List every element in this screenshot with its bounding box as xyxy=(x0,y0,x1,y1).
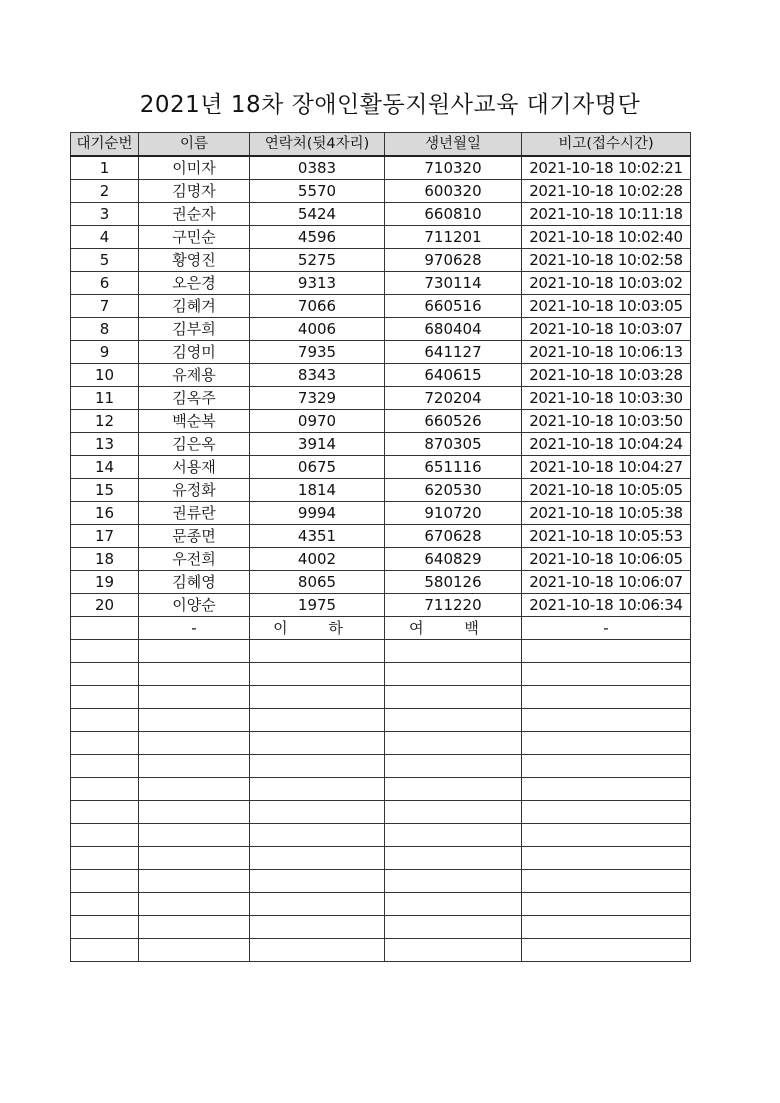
empty-cell xyxy=(385,778,522,801)
empty-cell xyxy=(139,824,250,847)
cell-phone: 5570 xyxy=(250,180,385,203)
empty-cell xyxy=(71,663,139,686)
empty-cell xyxy=(385,939,522,962)
empty-cell xyxy=(71,824,139,847)
empty-cell xyxy=(71,640,139,663)
empty-cell xyxy=(139,916,250,939)
table-row xyxy=(71,456,691,479)
cell-name: 유정화 xyxy=(139,479,250,502)
empty-row xyxy=(71,916,691,939)
empty-cell xyxy=(139,663,250,686)
empty-cell xyxy=(71,893,139,916)
cell-birthdate: 660526 xyxy=(385,410,522,433)
empty-cell xyxy=(139,640,250,663)
end-of-list-row xyxy=(71,617,691,640)
cell-phone: 0383 xyxy=(250,156,385,180)
cell-waitlist-number: 15 xyxy=(71,479,139,502)
waitlist-table xyxy=(70,132,691,962)
cell-birthdate: 660810 xyxy=(385,203,522,226)
cell-name: 우전희 xyxy=(139,548,250,571)
cell-note: 2021-10-18 10:05:38 xyxy=(522,502,691,525)
cell-birthdate: 710320 xyxy=(385,156,522,180)
empty-cell xyxy=(385,640,522,663)
cell-phone: 0675 xyxy=(250,456,385,479)
end-marker-cell-birthdate: 여 백 xyxy=(385,617,522,640)
cell-name: 문종면 xyxy=(139,525,250,548)
table-row xyxy=(71,479,691,502)
empty-cell xyxy=(250,916,385,939)
cell-note: 2021-10-18 10:03:05 xyxy=(522,295,691,318)
cell-phone: 4351 xyxy=(250,525,385,548)
empty-cell xyxy=(522,663,691,686)
table-row xyxy=(71,249,691,272)
cell-waitlist-number: 2 xyxy=(71,180,139,203)
empty-row xyxy=(71,870,691,893)
cell-name: 권순자 xyxy=(139,203,250,226)
empty-cell xyxy=(139,847,250,870)
table-row xyxy=(71,180,691,203)
cell-note: 2021-10-18 10:03:28 xyxy=(522,364,691,387)
cell-name: 김영미 xyxy=(139,341,250,364)
end-marker-cell-name: - xyxy=(139,617,250,640)
cell-birthdate: 641127 xyxy=(385,341,522,364)
cell-phone: 8343 xyxy=(250,364,385,387)
cell-waitlist-number: 18 xyxy=(71,548,139,571)
empty-cell xyxy=(522,801,691,824)
cell-name: 김혜영 xyxy=(139,571,250,594)
cell-name: 김명자 xyxy=(139,180,250,203)
cell-phone: 1975 xyxy=(250,594,385,617)
empty-cell xyxy=(71,755,139,778)
cell-phone: 4006 xyxy=(250,318,385,341)
empty-cell xyxy=(385,755,522,778)
cell-waitlist-number: 16 xyxy=(71,502,139,525)
cell-phone: 7935 xyxy=(250,341,385,364)
empty-cell xyxy=(250,893,385,916)
empty-cell xyxy=(522,686,691,709)
empty-cell xyxy=(385,824,522,847)
empty-cell xyxy=(71,939,139,962)
cell-waitlist-number: 17 xyxy=(71,525,139,548)
cell-waitlist-number: 5 xyxy=(71,249,139,272)
cell-note: 2021-10-18 10:06:34 xyxy=(522,594,691,617)
cell-note: 2021-10-18 10:04:27 xyxy=(522,456,691,479)
cell-note: 2021-10-18 10:03:50 xyxy=(522,410,691,433)
empty-cell xyxy=(250,663,385,686)
table-row xyxy=(71,502,691,525)
cell-name: 백순복 xyxy=(139,410,250,433)
cell-phone: 9994 xyxy=(250,502,385,525)
cell-note: 2021-10-18 10:11:18 xyxy=(522,203,691,226)
cell-phone: 5275 xyxy=(250,249,385,272)
cell-birthdate: 600320 xyxy=(385,180,522,203)
cell-birthdate: 711220 xyxy=(385,594,522,617)
empty-cell xyxy=(250,939,385,962)
empty-row xyxy=(71,686,691,709)
cell-name: 김혜겨 xyxy=(139,295,250,318)
table-row xyxy=(71,226,691,249)
table-row xyxy=(71,295,691,318)
cell-birthdate: 910720 xyxy=(385,502,522,525)
empty-cell xyxy=(250,870,385,893)
empty-cell xyxy=(385,916,522,939)
cell-waitlist-number: 7 xyxy=(71,295,139,318)
empty-cell xyxy=(385,801,522,824)
cell-name: 김은옥 xyxy=(139,433,250,456)
cell-birthdate: 670628 xyxy=(385,525,522,548)
cell-phone: 7329 xyxy=(250,387,385,410)
cell-note: 2021-10-18 10:06:07 xyxy=(522,571,691,594)
empty-cell xyxy=(250,801,385,824)
cell-name: 권류란 xyxy=(139,502,250,525)
empty-row xyxy=(71,755,691,778)
cell-birthdate: 720204 xyxy=(385,387,522,410)
table-row xyxy=(71,571,691,594)
empty-cell xyxy=(139,870,250,893)
cell-phone: 1814 xyxy=(250,479,385,502)
cell-note: 2021-10-18 10:03:30 xyxy=(522,387,691,410)
cell-note: 2021-10-18 10:05:53 xyxy=(522,525,691,548)
cell-phone: 4002 xyxy=(250,548,385,571)
cell-waitlist-number: 11 xyxy=(71,387,139,410)
empty-row xyxy=(71,847,691,870)
header-waitlist-number: 대기순번 xyxy=(71,133,139,157)
cell-birthdate: 651116 xyxy=(385,456,522,479)
end-marker-cell-note: - xyxy=(522,617,691,640)
empty-cell xyxy=(139,709,250,732)
empty-cell xyxy=(139,686,250,709)
cell-waitlist-number: 20 xyxy=(71,594,139,617)
cell-waitlist-number: 8 xyxy=(71,318,139,341)
empty-cell xyxy=(522,755,691,778)
cell-note: 2021-10-18 10:04:24 xyxy=(522,433,691,456)
cell-birthdate: 620530 xyxy=(385,479,522,502)
cell-phone: 5424 xyxy=(250,203,385,226)
cell-note: 2021-10-18 10:03:02 xyxy=(522,272,691,295)
cell-name: 김부희 xyxy=(139,318,250,341)
header-name: 이름 xyxy=(139,133,250,157)
table-header-row xyxy=(71,133,691,157)
table-row xyxy=(71,364,691,387)
table-row xyxy=(71,410,691,433)
empty-cell xyxy=(250,686,385,709)
header-note: 비고(접수시간) xyxy=(522,133,691,157)
empty-cell xyxy=(71,686,139,709)
empty-cell xyxy=(71,801,139,824)
cell-birthdate: 640829 xyxy=(385,548,522,571)
cell-name: 이양순 xyxy=(139,594,250,617)
empty-cell xyxy=(522,824,691,847)
empty-row xyxy=(71,778,691,801)
empty-cell xyxy=(385,663,522,686)
empty-cell xyxy=(250,755,385,778)
table-row xyxy=(71,594,691,617)
empty-row xyxy=(71,939,691,962)
table-row xyxy=(71,525,691,548)
end-marker-cell-waitlist-number xyxy=(71,617,139,640)
cell-name: 서용재 xyxy=(139,456,250,479)
table-row xyxy=(71,272,691,295)
empty-cell xyxy=(385,893,522,916)
empty-cell xyxy=(71,916,139,939)
empty-row xyxy=(71,709,691,732)
cell-birthdate: 870305 xyxy=(385,433,522,456)
cell-birthdate: 970628 xyxy=(385,249,522,272)
cell-birthdate: 640615 xyxy=(385,364,522,387)
document-title: 2021년 18차 장애인활동지원사교육 대기자명단 xyxy=(139,92,641,118)
cell-phone: 4596 xyxy=(250,226,385,249)
cell-note: 2021-10-18 10:06:13 xyxy=(522,341,691,364)
cell-waitlist-number: 19 xyxy=(71,571,139,594)
table-row xyxy=(71,433,691,456)
empty-cell xyxy=(385,709,522,732)
empty-cell xyxy=(71,732,139,755)
empty-cell xyxy=(71,709,139,732)
header-phone: 연락처(뒷4자리) xyxy=(250,133,385,157)
empty-cell xyxy=(250,709,385,732)
cell-waitlist-number: 10 xyxy=(71,364,139,387)
cell-phone: 7066 xyxy=(250,295,385,318)
cell-waitlist-number: 4 xyxy=(71,226,139,249)
cell-note: 2021-10-18 10:05:05 xyxy=(522,479,691,502)
cell-phone: 0970 xyxy=(250,410,385,433)
empty-cell xyxy=(139,939,250,962)
cell-birthdate: 711201 xyxy=(385,226,522,249)
empty-cell xyxy=(522,640,691,663)
cell-birthdate: 730114 xyxy=(385,272,522,295)
empty-cell xyxy=(385,686,522,709)
table-row xyxy=(71,341,691,364)
cell-waitlist-number: 3 xyxy=(71,203,139,226)
cell-waitlist-number: 9 xyxy=(71,341,139,364)
empty-cell xyxy=(139,801,250,824)
table-row xyxy=(71,318,691,341)
table-row xyxy=(71,548,691,571)
cell-birthdate: 660516 xyxy=(385,295,522,318)
cell-note: 2021-10-18 10:06:05 xyxy=(522,548,691,571)
empty-row xyxy=(71,663,691,686)
cell-waitlist-number: 13 xyxy=(71,433,139,456)
cell-phone: 8065 xyxy=(250,571,385,594)
empty-cell xyxy=(385,847,522,870)
cell-phone: 9313 xyxy=(250,272,385,295)
cell-name: 김옥주 xyxy=(139,387,250,410)
cell-note: 2021-10-18 10:03:07 xyxy=(522,318,691,341)
cell-phone: 3914 xyxy=(250,433,385,456)
table-row xyxy=(71,156,691,180)
cell-birthdate: 580126 xyxy=(385,571,522,594)
empty-row xyxy=(71,640,691,663)
empty-cell xyxy=(522,939,691,962)
cell-name: 유제용 xyxy=(139,364,250,387)
empty-cell xyxy=(139,755,250,778)
empty-cell xyxy=(522,778,691,801)
empty-cell xyxy=(385,870,522,893)
table-row xyxy=(71,203,691,226)
empty-row xyxy=(71,801,691,824)
table-body xyxy=(71,156,691,962)
end-marker-cell-phone: 이 하 xyxy=(250,617,385,640)
cell-note: 2021-10-18 10:02:28 xyxy=(522,180,691,203)
empty-cell xyxy=(385,732,522,755)
empty-cell xyxy=(522,916,691,939)
empty-row xyxy=(71,824,691,847)
empty-cell xyxy=(522,709,691,732)
cell-waitlist-number: 6 xyxy=(71,272,139,295)
cell-note: 2021-10-18 10:02:58 xyxy=(522,249,691,272)
empty-cell xyxy=(250,847,385,870)
empty-cell xyxy=(71,778,139,801)
table-row xyxy=(71,387,691,410)
empty-cell xyxy=(139,893,250,916)
cell-name: 황영진 xyxy=(139,249,250,272)
cell-note: 2021-10-18 10:02:40 xyxy=(522,226,691,249)
cell-birthdate: 680404 xyxy=(385,318,522,341)
empty-cell xyxy=(250,824,385,847)
empty-cell xyxy=(250,732,385,755)
empty-cell xyxy=(71,847,139,870)
cell-name: 구민순 xyxy=(139,226,250,249)
empty-row xyxy=(71,893,691,916)
cell-note: 2021-10-18 10:02:21 xyxy=(522,156,691,180)
empty-row xyxy=(71,732,691,755)
empty-cell xyxy=(71,870,139,893)
cell-waitlist-number: 12 xyxy=(71,410,139,433)
empty-cell xyxy=(139,778,250,801)
header-birthdate: 생년월일 xyxy=(385,133,522,157)
empty-cell xyxy=(522,870,691,893)
empty-cell xyxy=(522,847,691,870)
empty-cell xyxy=(522,893,691,916)
empty-cell xyxy=(250,640,385,663)
empty-cell xyxy=(522,732,691,755)
cell-waitlist-number: 14 xyxy=(71,456,139,479)
cell-name: 이미자 xyxy=(139,156,250,180)
empty-cell xyxy=(139,732,250,755)
cell-name: 오은경 xyxy=(139,272,250,295)
cell-waitlist-number: 1 xyxy=(71,156,139,180)
empty-cell xyxy=(250,778,385,801)
